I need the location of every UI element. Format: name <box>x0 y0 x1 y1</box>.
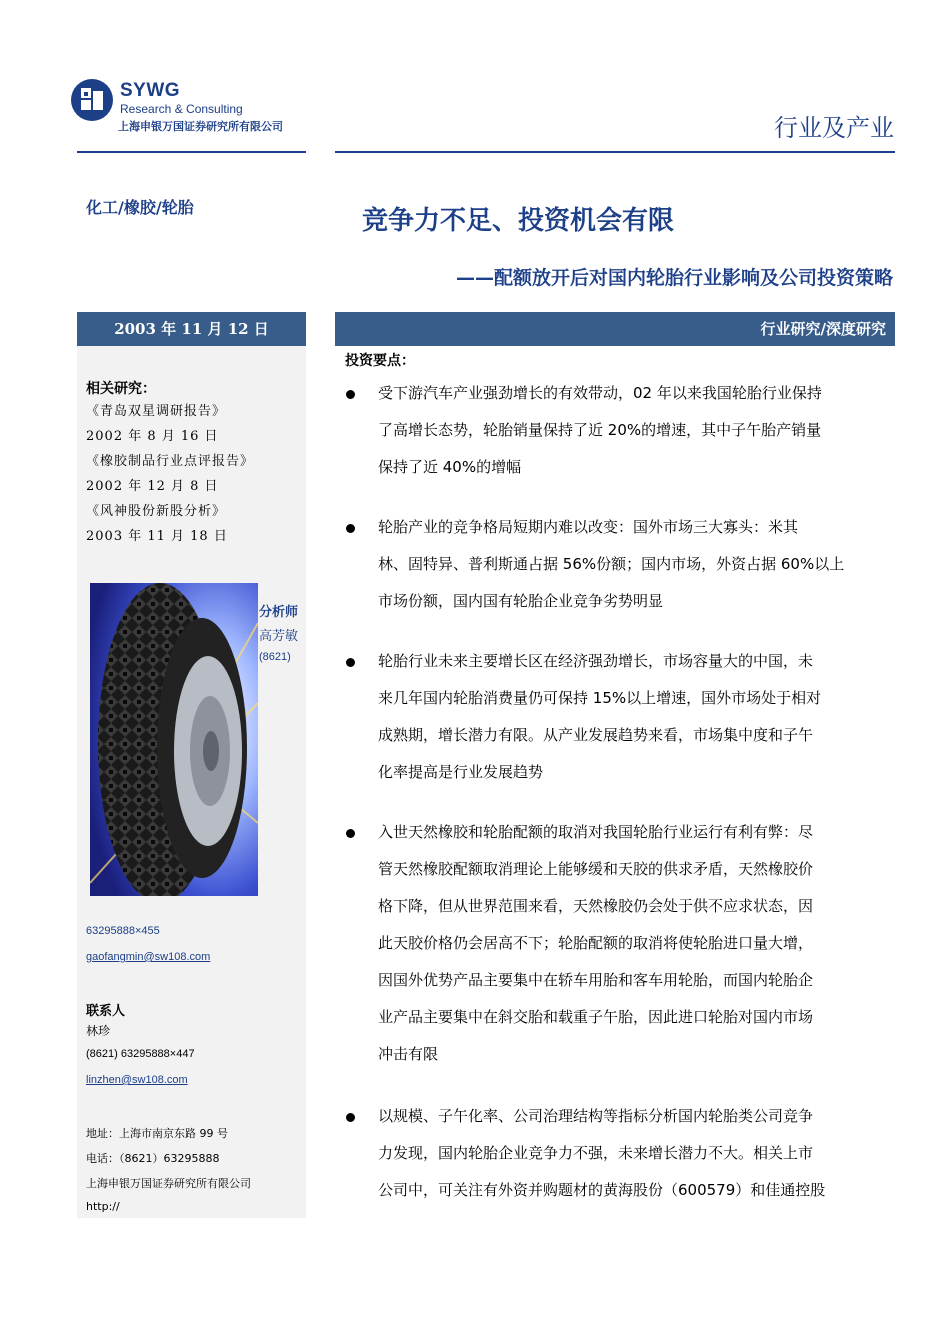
logo-name: SYWG <box>120 80 181 101</box>
logo-subtitle: Research & Consulting <box>120 102 243 116</box>
related-item[interactable]: 《青岛双星调研报告》 <box>86 404 227 419</box>
company-address: 地址：上海市南京东路 99 号 <box>86 1127 228 1140</box>
company-url[interactable]: http:// <box>86 1200 120 1213</box>
analyst-area-code: (8621) <box>259 651 291 663</box>
key-points-title: 投资要点： <box>345 353 415 369</box>
contact-name: 林珍 <box>86 1024 111 1038</box>
header-divider-left <box>77 151 306 153</box>
related-item-date: 2003 年 11 月 18 日 <box>86 529 228 544</box>
company-logo <box>70 78 330 138</box>
bullet-icon <box>345 657 357 669</box>
analyst-title: 分析师 <box>259 605 299 620</box>
analyst-email-link[interactable]: gaofangmin@sw108.com <box>86 951 211 963</box>
analyst-phone: 63295888×455 <box>86 925 160 937</box>
analyst-name: 高芳敏 <box>259 629 299 644</box>
bullet-icon <box>345 1112 357 1124</box>
company-phone: 电话：（8621）63295888 <box>86 1152 220 1165</box>
bullet-icon <box>345 523 357 535</box>
related-research-title: 相关研究： <box>86 381 156 397</box>
tire-image <box>90 583 258 896</box>
sector-label: 化工/橡胶/轮胎 <box>86 198 194 217</box>
sywg-logo-mark-icon <box>70 78 114 122</box>
related-item[interactable]: 《橡胶制品行业点评报告》 <box>86 454 255 469</box>
contact-phone: (8621) 63295888×447 <box>86 1048 195 1060</box>
report-date: 2003 年 11 月 12 日 <box>77 312 306 346</box>
related-item-date: 2002 年 8 月 16 日 <box>86 429 219 444</box>
header-divider-right <box>335 151 895 153</box>
key-point: 以规模、子午化率、公司治理结构等指标分析国内轮胎类公司竞争 力发现，国内轮胎企业竞争力不强，未来增长潜力不大。相关上市 公司中，可关注有外资并购题材的黄海股份（600579）和佳通控股 <box>378 1107 826 1199</box>
key-point: 入世天然橡胶和轮胎配额的取消对我国轮胎行业运行有利有弊：尽 管天然橡胶配额取消理论上能够缓和天胶的供求矛盾，天然橡胶价 格下降，但从世界范围来看，天然橡胶仍会处于供不应求状态，因 此天胶价格仍会居高不下；轮胎配额的取消将使轮胎进口量大增， 因国外优势产品主要集中在轿车用胎和客车用轮胎，而国内轮胎企 业产品主要集中在斜交胎和载重子午胎，因此进口轮胎对国内市场 冲击有限 <box>378 823 814 1063</box>
key-point: 轮胎行业未来主要增长区在经济强劲增长，市场容量大的中国，未 来几年国内轮胎消费量仍可保持 15%以上增速，国外市场处于相对 成熟期，增长潜力有限。从产业发展趋势来看，市场集中度和子午 化率提高是行业发展趋势 <box>378 652 822 781</box>
contact-email-link[interactable]: linzhen@sw108.com <box>86 1074 188 1086</box>
contact-title: 联系人 <box>86 1004 126 1019</box>
report-category: 行业及产业 <box>774 114 894 142</box>
related-item[interactable]: 《风神股份新股分析》 <box>86 504 227 519</box>
report-subtitle: ——配额放开后对国内轮胎行业影响及公司投资策略 <box>455 267 893 289</box>
report-title: 竞争力不足、投资机会有限 <box>362 206 675 236</box>
related-research-list <box>86 399 254 549</box>
company-name: 上海申银万国证券研究所有限公司 <box>86 1177 251 1190</box>
bullet-icon <box>345 828 357 840</box>
key-point: 受下游汽车产业强劲增长的有效带动，02 年以来我国轮胎行业保持 了高增长态势，轮胎销量保持了近 20%的增速，其中子午胎产销量 保持了近 40%的增幅 <box>378 384 822 476</box>
key-point: 轮胎产业的竞争格局短期内难以改变：国外市场三大寡头：米其 林、固特异、普利斯通占据 56%份额；国内市场，外资占据 60%以上 市场份额，国内国有轮胎企业竞争劣势明显 <box>378 518 845 610</box>
report-type: 行业研究/深度研究 <box>335 312 895 346</box>
related-item-date: 2002 年 12 月 8 日 <box>86 479 219 494</box>
bullet-icon <box>345 389 357 401</box>
logo-company-name: 上海申银万国证券研究所有限公司 <box>118 120 283 133</box>
